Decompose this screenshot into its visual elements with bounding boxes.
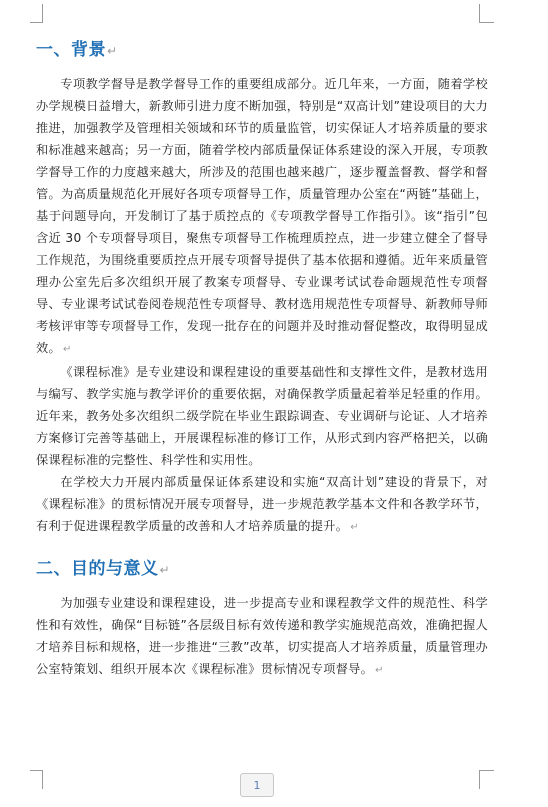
crop-mark-bottom-right [479,770,494,789]
body-paragraph [36,471,488,539]
paragraph-text: 在学校大力开展内部质量保证体系建设和实施“双高计划”建设的背景下，对《课程标准》的贯标情况开展专项督导，进一步规范教学基本文件和各教学环节，有利于促进课程教学质量的改善和人才培养质量的提升。 [36,475,488,533]
page-number: 1 [253,778,261,792]
crop-mark-top-left [30,4,43,23]
paragraph-mark-icon: ↵ [350,522,359,533]
heading-text: 一、背景 [36,40,106,60]
body-paragraph [36,73,488,361]
page-number-badge [240,773,274,797]
section-heading-background [36,38,488,63]
paragraph-text: 《课程标准》是专业建设和课程建设的重要基础性和支撑性文件，是教材选用与编写、教学实施与教学评价的重要依据，对确保教学质量起着举足轻重的作用。近年来，教务处多次组织二级学院在毕业生跟踪调查、专业调研与论证、人才培养方案修订完善等基础上，开展课程标准的修订工作，从形式到内容严格把关，以确保课程标准的完整性、科学性和实用性。 [36,365,488,467]
paragraph-mark-icon: ↵ [159,563,171,577]
paragraph-text: 为加强专业建设和课程建设，进一步提高专业和课程教学文件的规范性、科学性和有效性，确保“目标链”各层级目标有效传递和教学实施规范高效，准确把握人才培养目标和规格，进一步推进“三教”改革，切实提高人才培养质量，质量管理办公室特策划、组织开展本次《课程标准》贯标情况专项督导。 [36,596,488,676]
paragraph-text: 专项教学督导是教学督导工作的重要组成部分。近几年来，一方面，随着学校办学规模日益增大，新教师引进力度不断加强，特别是“双高计划”建设项目的大力推进，加强教学及管理相关领域和环节的质量监管，切实保证人才培养质量的要求和标准越来越高；另一方面，随着学校内部质量保证体系建设的深入开展，专项教学督导工作的力度越来越大，所涉及的范围也越来越广，逐步覆盖督教、督学和督管。为高质量规范化开展好各项专项督导工作，质量管理办公室在“两链”基础上，基于问题导向，开发制订了基于质控点的《专项教学督导工作指引》。该“指引”包含近 30 个专项督导项目，聚焦专项督导工作梳理质控点，进一步建立健全了督导工作规范，为围绕重要质控点开展专项督导提供了基本依据和遵循。近年来质量管理办公室先后多次组织开展了教案专项督导、专业课考试试卷命题规范性专项督导、专业课考试试卷阅卷规范性专项督导、教材选用规范性专项督导、新教师导师考核评审等专项督导工作，发现一批存在的问题并及时推动督促整改，取得明显成效。 [36,77,488,355]
section-heading-purpose [36,557,488,582]
crop-mark-top-right [479,4,494,23]
paragraph-mark-icon: ↵ [107,44,118,58]
document-body[interactable] [36,30,488,682]
body-paragraph [36,361,488,471]
body-paragraph [36,592,488,682]
paragraph-mark-icon: ↵ [375,665,384,676]
heading-text: 二、目的与意义 [36,559,159,579]
paragraph-mark-icon: ↵ [62,344,72,355]
crop-mark-bottom-left [30,770,43,789]
